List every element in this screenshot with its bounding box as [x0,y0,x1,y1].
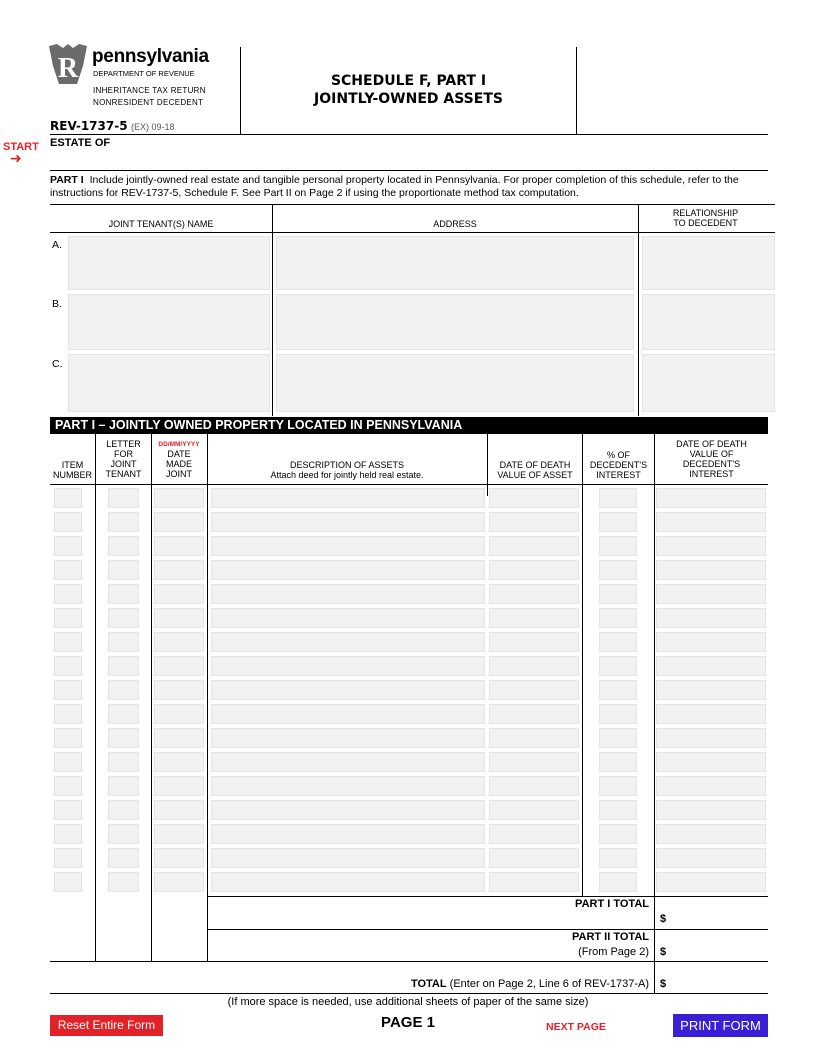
joint-tenant-letter-input[interactable] [108,872,139,892]
joint-tenant-letter-input[interactable] [108,704,139,724]
estate-label: ESTATE OF [50,137,111,149]
date-made-joint-input[interactable] [154,848,204,868]
col-item-line2: NUMBER [52,470,92,480]
description-input[interactable] [211,560,485,580]
col-letter-line3: JOINT [110,459,137,469]
pct-interest-input[interactable] [599,560,637,580]
col-pct-line2: DECEDENT'S [589,460,648,470]
date-made-joint-input[interactable] [154,512,204,532]
tenant-b-relationship-input[interactable] [642,294,775,350]
interest-value-input[interactable] [656,512,766,532]
form-number [50,119,175,133]
start-label: START [3,141,39,153]
item-number-input[interactable] [54,584,82,604]
date-made-joint-input[interactable] [154,800,204,820]
header-bottom-rule [50,134,768,135]
item-number-input[interactable] [54,632,82,652]
part2-dollar-sign: $ [660,946,667,958]
interest-value-input[interactable] [656,584,766,604]
item-number-input[interactable] [54,776,82,796]
header-divider-right [576,47,577,135]
pct-interest-input[interactable] [599,680,637,700]
asset-value-input[interactable] [489,536,579,556]
description-input[interactable] [211,536,485,556]
col-letter-line1: LETTER [106,439,141,449]
item-number-input[interactable] [54,536,82,556]
tenant-b-address-input[interactable] [276,294,634,350]
grand-total-label [250,978,649,990]
col-decedent-interest-value [655,439,768,479]
interest-value-input[interactable] [656,608,766,628]
date-made-joint-input[interactable] [154,488,204,508]
col-letter-joint-tenant [96,439,151,479]
instructions-part-label: PART I [50,174,84,186]
estate-bottom-rule [50,170,768,171]
tenants-divider-2 [638,204,639,416]
return-type-line1: INHERITANCE TAX RETURN [93,86,206,95]
form-version: (EX) 09-18 [131,122,175,132]
description-input[interactable] [211,752,485,772]
interest-value-input[interactable] [656,752,766,772]
joint-tenant-letter-input[interactable] [108,824,139,844]
asset-value-input[interactable] [489,560,579,580]
pct-interest-input[interactable] [599,704,637,724]
joint-tenant-letter-input[interactable] [108,536,139,556]
pct-interest-input[interactable] [599,752,637,772]
form-number-code: REV-1737-5 [50,119,128,133]
total-bottom-rule [50,993,768,994]
col-pct-line1: % OF [606,450,630,460]
tenant-row-label-b: B. [52,298,62,310]
asset-value-input[interactable] [489,512,579,532]
description-input[interactable] [211,800,485,820]
col-address: ADDRESS [433,219,477,229]
interest-value-input[interactable] [656,704,766,724]
asset-value-input[interactable] [489,776,579,796]
interest-value-input[interactable] [656,800,766,820]
interest-value-input[interactable] [656,680,766,700]
interest-value-input[interactable] [656,560,766,580]
item-number-input[interactable] [54,560,82,580]
date-made-joint-input[interactable] [154,560,204,580]
asset-value-input[interactable] [489,656,579,676]
joint-tenant-letter-input[interactable] [108,800,139,820]
pct-interest-input[interactable] [599,608,637,628]
description-input[interactable] [211,776,485,796]
asset-value-input[interactable] [489,704,579,724]
joint-tenant-letter-input[interactable] [108,632,139,652]
brand-name: pennsylvania [92,46,209,67]
section-title-bar [50,417,768,434]
col-pct-line3: INTEREST [596,470,641,480]
col-item-number [50,460,95,480]
description-input[interactable] [211,584,485,604]
description-input[interactable] [211,656,485,676]
description-input[interactable] [211,728,485,748]
pct-interest-input[interactable] [599,728,637,748]
tenant-c-name-input[interactable] [68,354,270,412]
grand-total-note: (Enter on Page 2, Line 6 of REV-1737-A) [449,978,649,990]
date-made-joint-input[interactable] [154,704,204,724]
divider-pct [654,434,655,993]
totals-top-rule [207,896,768,897]
item-number-input[interactable] [54,512,82,532]
item-number-input[interactable] [54,848,82,868]
col-date-line1: DATE [167,449,191,459]
interest-value-input[interactable] [656,848,766,868]
joint-tenant-letter-input[interactable] [108,680,139,700]
date-made-joint-input[interactable] [154,680,204,700]
tenant-a-name-input[interactable] [68,236,270,290]
pct-interest-input[interactable] [599,848,637,868]
asset-value-input[interactable] [489,872,579,892]
estate-name-input[interactable] [122,136,768,166]
tenant-b-name-input[interactable] [68,294,270,350]
description-input[interactable] [211,608,485,628]
tenant-row-label-c: C. [52,358,63,370]
col-letter-line4: TENANT [105,469,142,479]
item-number-input[interactable] [54,752,82,772]
asset-value-input[interactable] [489,680,579,700]
section-title: PART I – JOINTLY OWNED PROPERTY LOCATED IN PENNSYLVANIA [55,418,463,432]
pct-interest-input[interactable] [599,824,637,844]
interest-value-input[interactable] [656,656,766,676]
asset-value-input[interactable] [489,584,579,604]
tenant-c-relationship-input[interactable] [642,354,775,412]
item-number-input[interactable] [54,704,82,724]
part1-total-label: PART I TOTAL [575,898,649,910]
grand-total-bold: TOTAL [410,978,447,990]
col-relationship [638,208,773,228]
asset-value-input[interactable] [489,632,579,652]
divider-letter [151,434,152,961]
asset-value-input[interactable] [489,752,579,772]
col-description [207,460,487,480]
pct-interest-input[interactable] [599,584,637,604]
item-number-input[interactable] [54,680,82,700]
pct-interest-input[interactable] [599,632,637,652]
asset-value-input[interactable] [489,608,579,628]
divider-item [95,434,96,961]
col-value-of-asset [488,460,582,480]
grand-total-dollar-sign: $ [660,978,667,990]
description-input[interactable] [211,512,485,532]
col-interest-line2: VALUE OF [689,449,734,459]
description-input[interactable] [211,632,485,652]
col-desc-line1: DESCRIPTION OF ASSETS [289,460,405,470]
pct-interest-input[interactable] [599,776,637,796]
department-name: DEPARTMENT OF REVENUE [93,69,195,78]
joint-tenant-letter-input[interactable] [108,656,139,676]
col-relationship-line1: RELATIONSHIP [672,208,739,218]
schedule-title [241,72,576,108]
total-top-rule [50,961,768,962]
interest-value-input[interactable] [656,488,766,508]
joint-tenant-letter-input[interactable] [108,728,139,748]
col-relationship-line2: TO DECEDENT [673,218,738,228]
tenant-a-relationship-input[interactable] [642,236,775,290]
pct-interest-input[interactable] [599,512,637,532]
col-value-line2: VALUE OF ASSET [497,470,573,480]
divider-value [582,434,583,896]
date-made-joint-input[interactable] [154,824,204,844]
asset-value-input[interactable] [489,800,579,820]
part1-dollar-sign: $ [660,913,667,925]
col-value-line1: DATE OF DEATH [499,460,571,470]
print-form-button[interactable]: PRINT FORM [673,1014,768,1037]
col-date-line2: MADE [165,459,192,469]
reset-form-button[interactable]: Reset Entire Form [50,1015,163,1036]
instructions-text: Include jointly-owned real estate and tangible personal property located in Pennsylvania. For proper completion of this schedule, refer to the instructions for REV-1737-5, Schedule F. See Part II on Page 2 if using the proportionate method tax computation. [50,174,739,199]
part1-total-input[interactable] [670,900,766,926]
divider-date [207,434,208,961]
description-input[interactable] [211,848,485,868]
property-header-rule [50,484,768,485]
pa-keystone-logo [49,44,87,84]
divider-desc [487,434,488,496]
pct-interest-input[interactable] [599,800,637,820]
pct-interest-input[interactable] [599,536,637,556]
joint-tenant-letter-input[interactable] [108,584,139,604]
joint-tenant-letter-input[interactable] [108,776,139,796]
date-format-hint: DD/MM/YYYY [158,441,200,448]
joint-tenant-letter-input[interactable] [108,560,139,580]
asset-value-input[interactable] [489,488,579,508]
grand-total-input[interactable] [670,965,766,991]
date-made-joint-input[interactable] [154,872,204,892]
col-item-line1: ITEM [61,460,84,470]
col-interest-line4: INTEREST [689,469,734,479]
joint-tenant-letter-input[interactable] [108,488,139,508]
col-interest-line3: DECEDENT'S [682,459,741,469]
part2-total-label: PART II TOTAL [572,931,649,943]
next-page-link[interactable]: NEXT PAGE [546,1021,606,1033]
tenant-a-address-input[interactable] [276,236,634,290]
tenants-top-rule [50,204,775,205]
col-joint-tenant-name: JOINT TENANT(S) NAME [108,219,214,229]
col-pct-interest [583,450,654,480]
return-type-line2: NONRESIDENT DECEDENT [93,98,204,107]
date-made-joint-input[interactable] [154,536,204,556]
description-input[interactable] [211,488,485,508]
joint-tenant-letter-input[interactable] [108,848,139,868]
item-number-input[interactable] [54,800,82,820]
tenant-c-address-input[interactable] [276,354,634,412]
item-number-input[interactable] [54,824,82,844]
date-made-joint-input[interactable] [154,656,204,676]
date-made-joint-input[interactable] [154,608,204,628]
interest-value-input[interactable] [656,824,766,844]
tenants-divider-1 [272,204,273,416]
page-label: PAGE 1 [381,1014,435,1031]
description-input[interactable] [211,704,485,724]
schedule-title-line2: JOINTLY-OWNED ASSETS [314,91,503,107]
item-number-input[interactable] [54,608,82,628]
interest-value-input[interactable] [656,872,766,892]
pct-interest-input[interactable] [599,488,637,508]
col-interest-line1: DATE OF DEATH [676,439,747,449]
col-date-made-joint [151,440,207,479]
col-desc-line2: Attach deed for jointly held real estate. [270,470,424,480]
start-arrow-icon: ➜ [10,150,22,166]
svg-text:R: R [57,53,79,84]
interest-value-input[interactable] [656,776,766,796]
tenants-header-rule [50,232,775,233]
col-date-line3: JOINT [166,469,192,479]
item-number-input[interactable] [54,728,82,748]
item-number-input[interactable] [54,488,82,508]
asset-value-input[interactable] [489,728,579,748]
part2-top-rule [207,929,768,930]
item-number-input[interactable] [54,656,82,676]
date-made-joint-input[interactable] [154,632,204,652]
more-space-note: (If more space is needed, use additional sheets of paper of the same size) [227,996,589,1008]
col-letter-line2: FOR [114,449,133,459]
joint-tenant-letter-input[interactable] [108,752,139,772]
description-input[interactable] [211,872,485,892]
date-made-joint-input[interactable] [154,752,204,772]
date-made-joint-input[interactable] [154,584,204,604]
pct-interest-input[interactable] [599,656,637,676]
interest-value-input[interactable] [656,728,766,748]
description-input[interactable] [211,680,485,700]
joint-tenant-letter-input[interactable] [108,608,139,628]
instructions [50,174,770,200]
asset-value-input[interactable] [489,848,579,868]
item-number-input[interactable] [54,872,82,892]
date-made-joint-input[interactable] [154,728,204,748]
date-made-joint-input[interactable] [154,776,204,796]
asset-value-input[interactable] [489,824,579,844]
part2-total-input[interactable] [670,933,766,959]
joint-tenant-letter-input[interactable] [108,512,139,532]
pct-interest-input[interactable] [599,872,637,892]
interest-value-input[interactable] [656,536,766,556]
schedule-title-line1: SCHEDULE F, PART I [330,73,487,89]
description-input[interactable] [211,824,485,844]
part2-from-page: (From Page 2) [578,946,649,958]
interest-value-input[interactable] [656,632,766,652]
tenant-row-label-a: A. [52,239,62,251]
